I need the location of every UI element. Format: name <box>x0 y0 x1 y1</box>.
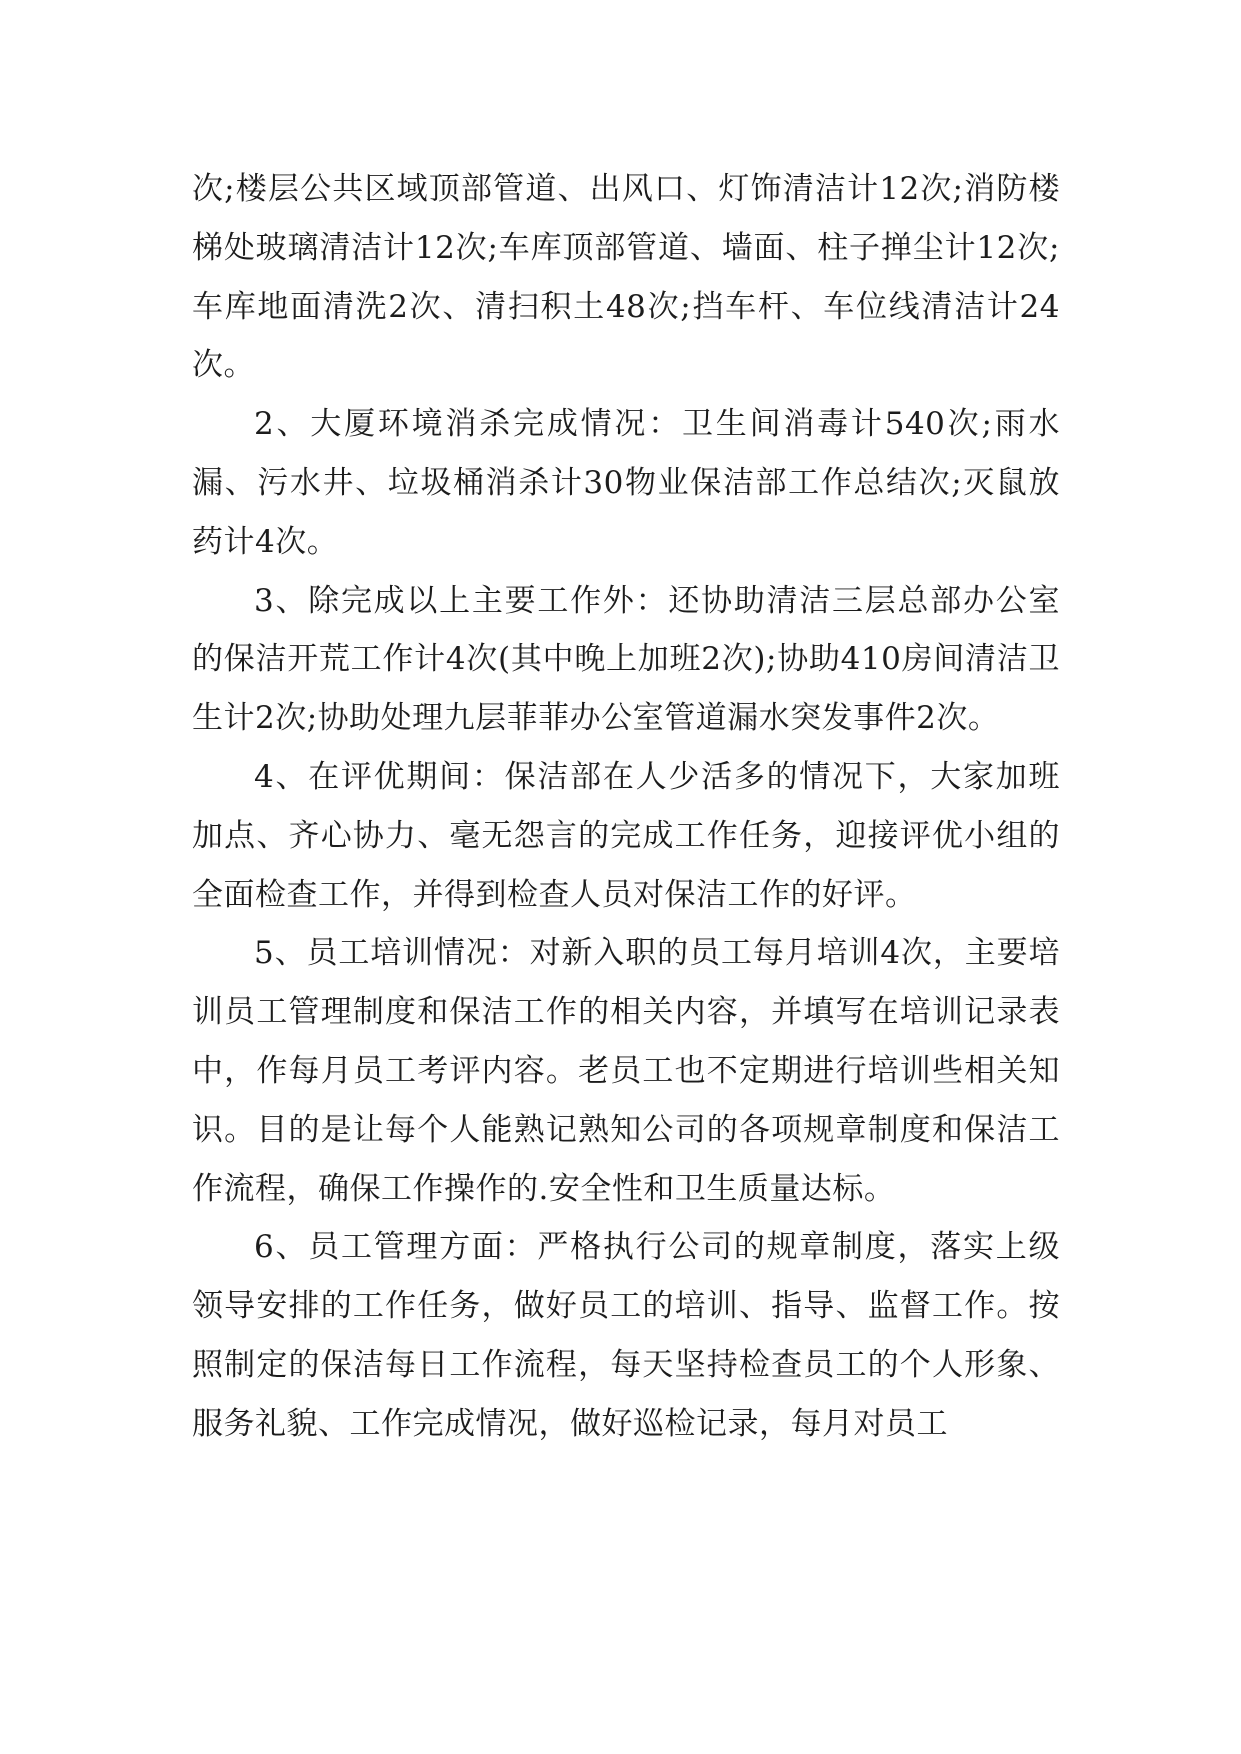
paragraph-training: 5、员工培训情况：对新入职的员工每月培训4次，主要培训员工管理制度和保洁工作的相关内容，并填写在培训记录表中，作每月员工考评内容。老员工也不定期进行培训些相关知识。目的是让每个人能熟记熟知公司的各项规章制度和保洁工作流程，确保工作操作的.安全性和卫生质量达标。 <box>192 935 1060 1207</box>
paragraph-staff-management: 6、员工管理方面：严格执行公司的规章制度，落实上级领导安排的工作任务，做好员工的培训、指导、监督工作。按照制定的保洁每日工作流程，每天坚持检查员工的个人形象、服务礼貌、工作完成情况，做好巡检记录，每月对员工 <box>192 1229 1060 1442</box>
paragraph-continuation: 次;楼层公共区域顶部管道、出风口、灯饰清洁计12次;消防楼梯处玻璃清洁计12次;车库顶部管道、墙面、柱子掸尘计12次;车库地面清洗2次、清扫积土48次;挡车杆、车位线清洁计24次。 <box>192 171 1060 384</box>
document-body <box>192 160 1060 1454</box>
paragraph-extra-work: 3、除完成以上主要工作外：还协助清洁三层总部办公室的保洁开荒工作计4次(其中晚上加班2次);协助410房间清洁卫生计2次;协助处理九层菲菲办公室管道漏水突发事件2次。 <box>192 582 1060 737</box>
paragraph-evaluation: 4、在评优期间：保洁部在人少活多的情况下，大家加班加点、齐心协力、毫无怨言的完成工作任务，迎接评优小组的全面检查工作，并得到检查人员对保洁工作的好评。 <box>192 758 1060 913</box>
paragraph-disinfection: 2、大厦环境消杀完成情况：卫生间消毒计540次;雨水漏、污水井、垃圾桶消杀计30物业保洁部工作总结次;灭鼠放药计4次。 <box>192 406 1060 560</box>
